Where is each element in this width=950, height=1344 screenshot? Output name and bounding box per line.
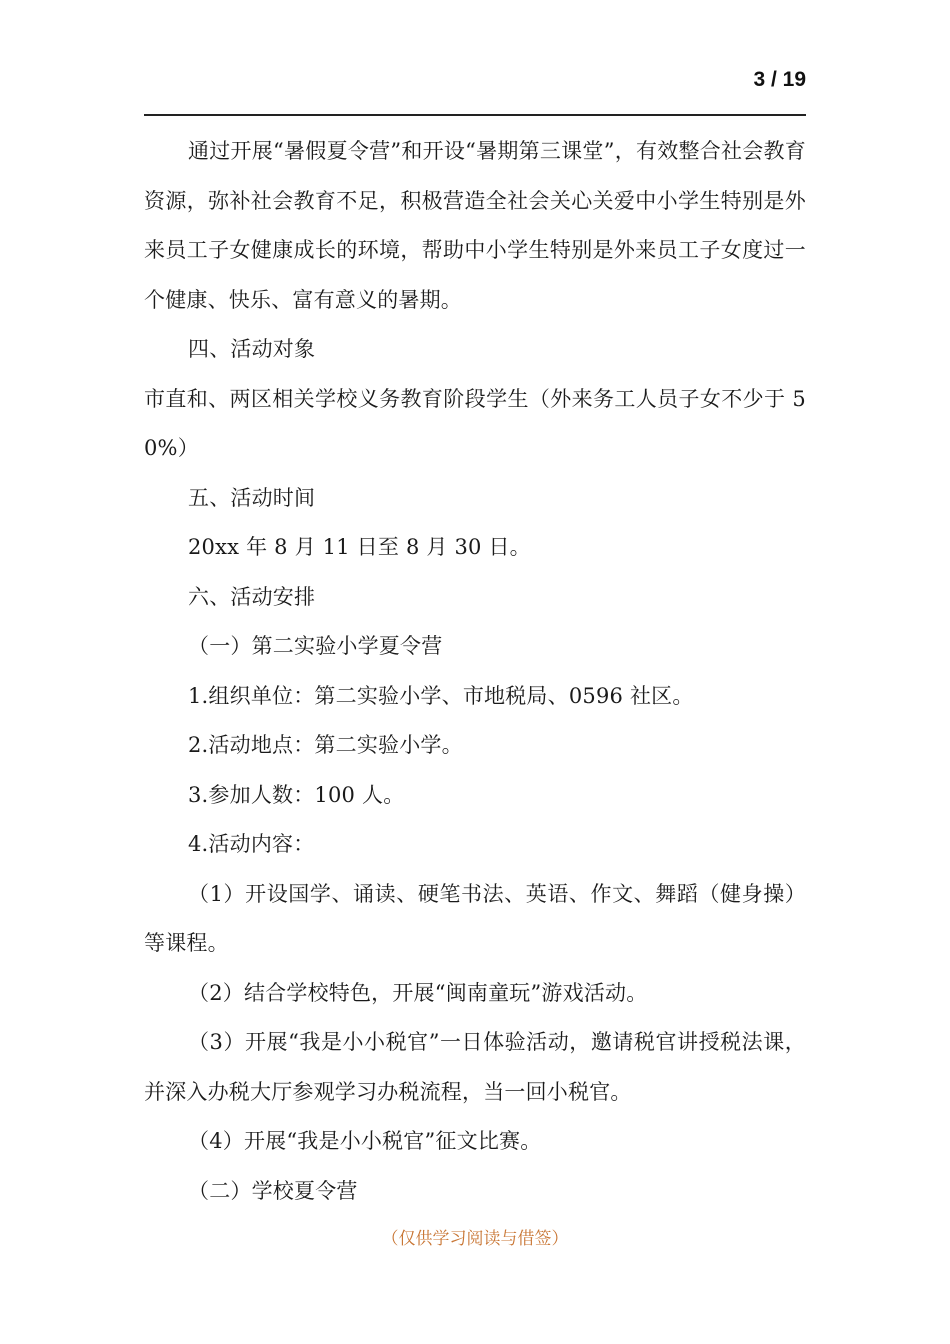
item-participants: 3.参加人数：100 人。: [188, 782, 405, 807]
paragraph-purpose: 通过开展“暑假夏令营”和开设“暑期第三课堂”，有效整合社会教育资源，弥补社会教育不足，积极营造全社会关心关爱中小学生特别是外来员工子女健康成长的环境，帮助中小学生特别是外来员工子女度过一个健康、快乐、富有意义的暑期。: [144, 139, 806, 312]
content-item-tax-experience: （3）开展“我是小小税官”一日体验活动，邀请税官讲授税法课，并深入办税大厅参观学习办税流程，当一回小税官。: [144, 1030, 806, 1104]
content-item-games: （2）结合学校特色，开展“闽南童玩”游戏活动。: [188, 980, 648, 1005]
item-location: 2.活动地点：第二实验小学。: [188, 733, 463, 757]
heading-activity-time: 五、活动时间: [188, 485, 316, 510]
paragraph-activity-time: 20xx 年 8 月 11 日至 8 月 30 日。: [188, 535, 531, 559]
footer-note: （仅供学习阅读与借签）: [381, 1229, 569, 1249]
item-organizer: 1.组织单位：第二实验小学、市地税局、0596 社区。: [188, 683, 694, 708]
heading-activity-target: 四、活动对象: [188, 337, 316, 361]
heading-activity-arrangement: 六、活动安排: [188, 584, 316, 609]
document-body: [144, 127, 806, 1216]
subheading-school-camp: （二）学校夏令营: [188, 1178, 358, 1203]
subheading-second-experimental-school: （一）第二实验小学夏令营: [188, 634, 443, 658]
paragraph-activity-target: 市直和、两区相关学校义务教育阶段学生（外来务工人员子女不少于 50%）: [144, 386, 806, 460]
content-item-essay-contest: （4）开展“我是小小税官”征文比赛。: [188, 1129, 542, 1153]
item-content-heading: 4.活动内容：: [188, 832, 315, 856]
content-item-courses: （1）开设国学、诵读、硬笔书法、英语、作文、舞蹈（健身操）等课程。: [144, 881, 806, 955]
page-number: 3 / 19: [753, 68, 806, 91]
header-divider: [144, 114, 806, 116]
